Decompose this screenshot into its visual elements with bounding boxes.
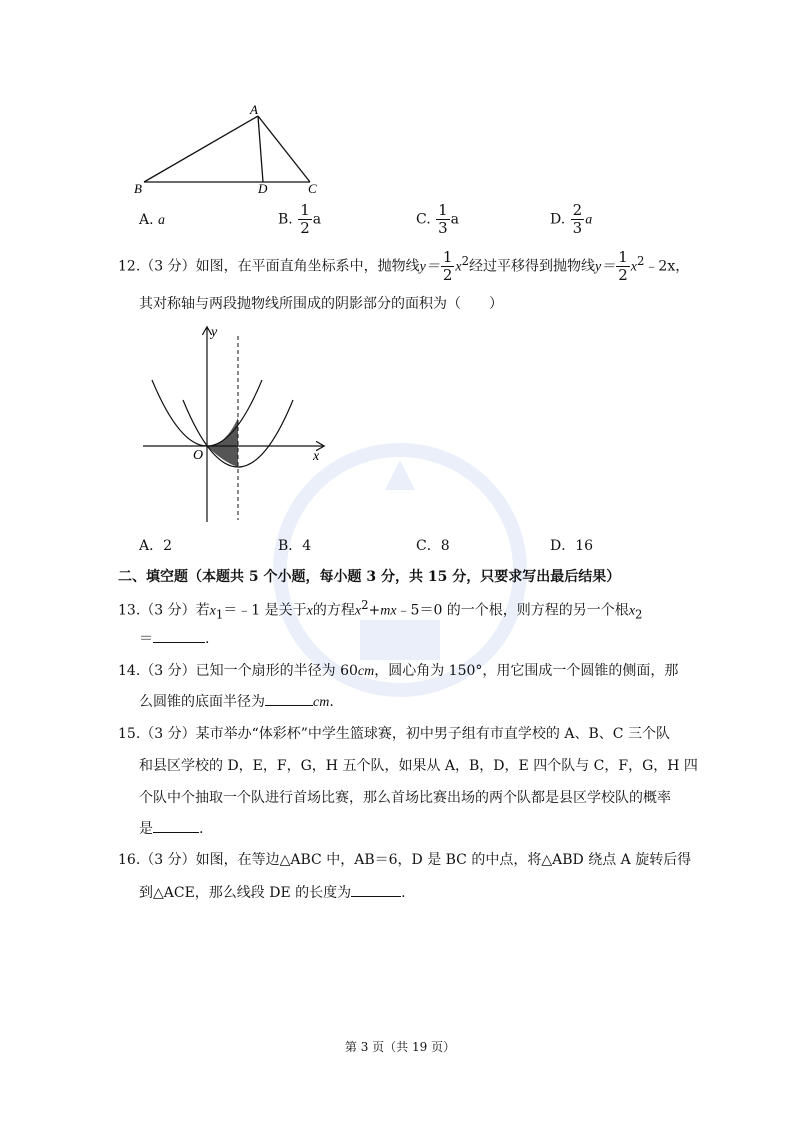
- q15-text: 是: [139, 821, 153, 837]
- numerator: 2: [572, 201, 583, 219]
- q15-line3: 个队中个抽取一个队进行首场比赛，那么首场比赛出场的两个队都是县区学校队的概率: [139, 790, 671, 806]
- denominator: 2: [442, 266, 453, 284]
- label-D: D: [258, 181, 268, 196]
- option-letter: B.: [278, 211, 293, 228]
- q12-line2: 其对称轴与两段抛物线所围成的阴影部分的面积为（ ）: [139, 296, 503, 312]
- fraction: [616, 250, 630, 283]
- q11-option-a: [139, 212, 165, 229]
- numerator: 1: [438, 201, 448, 219]
- q13-text: ＝﹣1 是关于: [223, 602, 307, 619]
- q14-text: 么圆锥的底面半径为: [139, 694, 265, 710]
- fraction: [298, 203, 312, 236]
- q12-option-c: C．8: [416, 538, 450, 554]
- answer-blank[interactable]: [153, 628, 205, 643]
- parabola-figure: [135, 322, 335, 527]
- q14-text: .: [329, 694, 334, 710]
- denominator: 3: [572, 219, 583, 237]
- q16-line2: [139, 882, 406, 902]
- q12-x: x: [455, 259, 462, 275]
- triangle-figure: [130, 100, 340, 200]
- q13-text: ＝: [139, 631, 153, 647]
- q16-line1: 16.（3 分）如图，在等边△ABC 中，AB＝6，D 是 BC 的中点，将△ABD 绕点 A 旋转后得: [118, 852, 692, 868]
- denominator: 2: [300, 219, 310, 237]
- q12-prefix: 12.（3 分）如图，在平面直角坐标系中，抛物线: [118, 258, 420, 275]
- q15-line1: 15.（3 分）某市举办“体彩杯”中学生篮球赛，初中男子组有市直学校的 A、B、C 三个队: [118, 726, 670, 742]
- denominator: 3: [438, 219, 448, 237]
- option-suffix: a: [312, 211, 322, 228]
- label-C: C: [308, 181, 317, 196]
- option-value: a: [158, 213, 166, 228]
- option-suffix: a: [450, 211, 460, 228]
- answer-blank[interactable]: [265, 691, 313, 706]
- q13-line2: [139, 628, 209, 648]
- q12-option-d: D．16: [550, 538, 594, 554]
- page-footer: 第 3 页（共 19 页）: [344, 1040, 456, 1054]
- q13-text: +: [368, 602, 381, 619]
- q13-text: 的方程: [312, 602, 355, 619]
- q13-var: x: [209, 603, 216, 619]
- axis-y-label: y: [211, 325, 218, 340]
- fraction: [571, 203, 585, 236]
- q14-text: ，圆心角为 150°，用它围成一个圆锥的侧面，那: [374, 663, 679, 679]
- section-heading: 二、填空题（本题共 5 个小题，每小题 3 分，共 15 分，只要求写出最后结果）: [118, 569, 621, 585]
- q14-line1: [118, 660, 678, 680]
- q13-text: ﹣5＝0 的一个根，则方程的另一个根: [396, 602, 629, 619]
- fraction: [441, 250, 455, 283]
- q12-line1: [118, 250, 689, 283]
- label-B: B: [134, 181, 142, 196]
- axis-x-label: x: [313, 449, 320, 464]
- q15-text: .: [199, 821, 204, 837]
- q12-option-b: B．4: [278, 538, 312, 554]
- q16-text: .: [401, 885, 406, 901]
- subscript: 2: [635, 607, 643, 622]
- exponent: 2: [637, 253, 645, 268]
- q14-unit: cm: [313, 695, 330, 710]
- origin-label: O: [193, 448, 204, 463]
- q12-x: x: [630, 259, 638, 275]
- q16-text: 到△ACE，那么线段 DE 的长度为: [139, 885, 352, 901]
- label-A: A: [250, 102, 258, 117]
- q11-option-d: [550, 203, 592, 236]
- exponent: 2: [461, 253, 470, 268]
- numerator: 1: [442, 248, 453, 266]
- q13-var: x: [628, 603, 636, 619]
- option-letter: A.: [139, 212, 154, 228]
- q12-tail: ﹣2x，: [644, 258, 690, 275]
- q14-text: 14.（3 分）已知一个扇形的半径为 60: [118, 663, 358, 679]
- q14-line2: [139, 691, 334, 711]
- option-letter: C.: [416, 211, 431, 228]
- q15-line4: [139, 818, 203, 838]
- q13-var: x: [354, 603, 362, 619]
- answer-blank[interactable]: [153, 818, 199, 833]
- q11-option-c: [416, 203, 459, 236]
- option-suffix: a: [585, 212, 593, 228]
- q12-mid: 经过平移得到抛物线: [469, 258, 596, 275]
- q13-var: mx: [380, 603, 397, 619]
- numerator: 1: [300, 201, 310, 219]
- q13-text: .: [205, 631, 210, 647]
- option-letter: D.: [550, 211, 566, 228]
- fraction: [436, 203, 450, 236]
- exponent: 2: [361, 598, 369, 612]
- q13-text: 13.（3 分）若: [118, 602, 210, 619]
- q11-option-b: [278, 203, 321, 236]
- q15-line2: 和县区学校的 D，E，F，G，H 五个队，如果从 A，B，D，E 四个队与 C，F，G，H 四: [139, 758, 698, 774]
- q13-var: x: [306, 603, 313, 619]
- numerator: 1: [618, 248, 628, 266]
- q12-y1: y＝: [419, 259, 440, 275]
- q14-unit: cm: [357, 664, 375, 679]
- q12-y2: y＝: [595, 259, 616, 275]
- denominator: 2: [618, 266, 628, 284]
- q13-line1: [118, 598, 642, 621]
- q12-option-a: A．2: [139, 538, 173, 554]
- subscript: 1: [215, 607, 224, 622]
- answer-blank[interactable]: [351, 882, 401, 897]
